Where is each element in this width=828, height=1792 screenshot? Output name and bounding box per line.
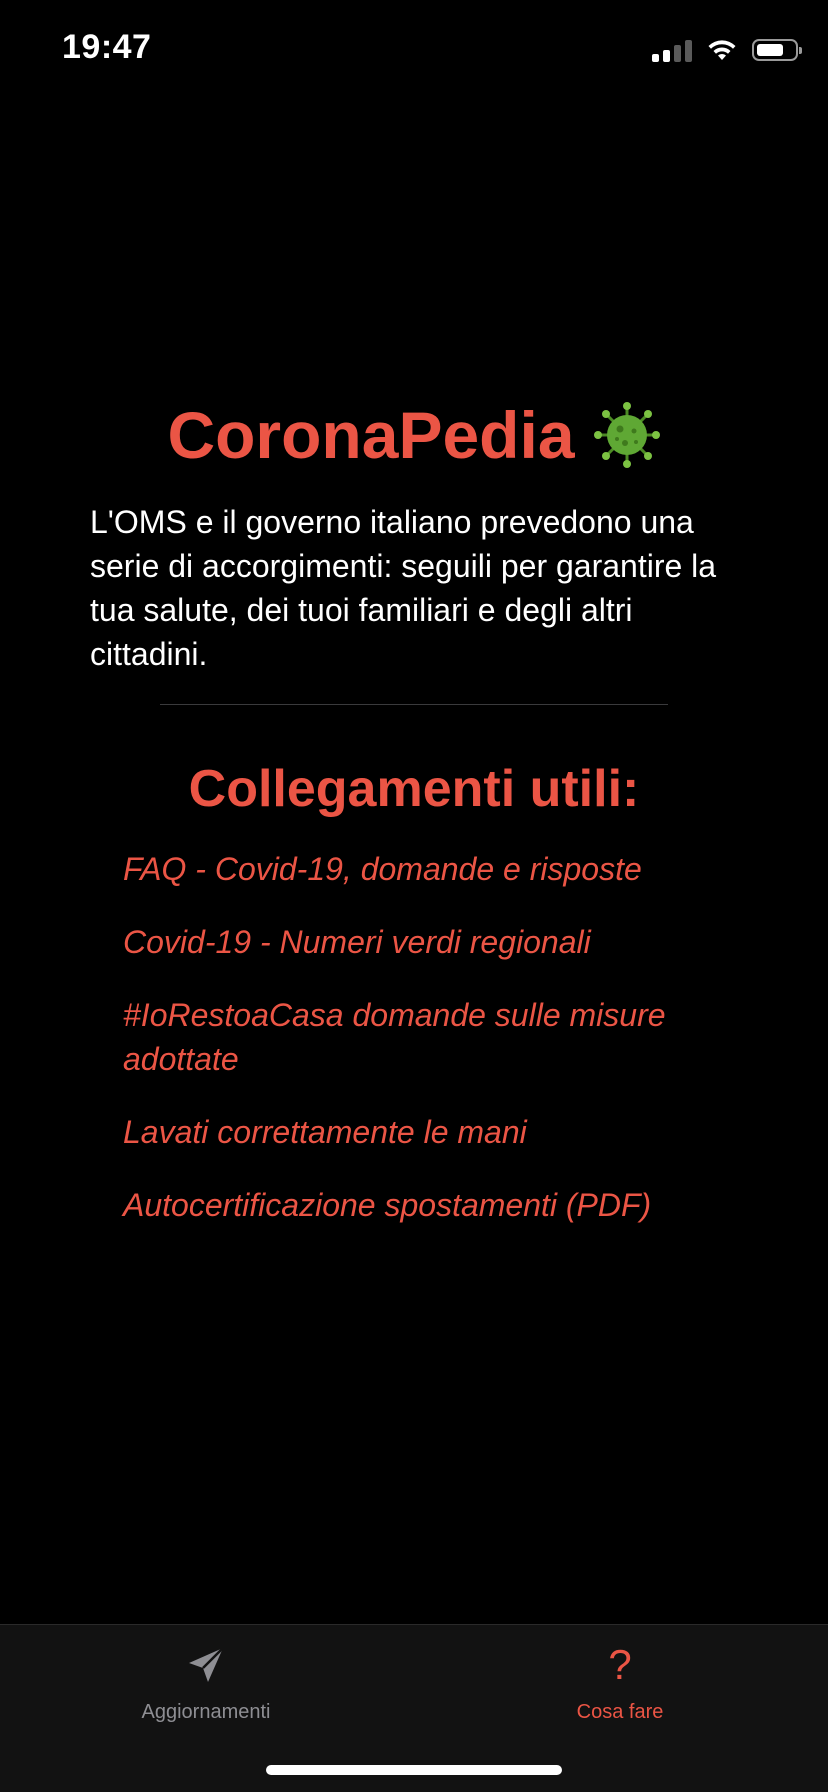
battery-icon xyxy=(752,39,798,61)
main-content xyxy=(0,390,828,1256)
tab-aggiornamenti[interactable] xyxy=(76,1643,336,1724)
question-mark-icon: ? xyxy=(608,1641,632,1688)
virus-icon xyxy=(593,401,661,469)
links-list xyxy=(0,847,828,1227)
app-title-text: CoronaPedia xyxy=(167,398,575,472)
paper-plane-icon xyxy=(186,1643,226,1687)
tab-label-aggiornamenti: Aggiornamenti xyxy=(141,1701,271,1723)
link-faq-covid[interactable]: FAQ - Covid-19, domande e risposte xyxy=(123,851,642,887)
link-wash-hands[interactable]: Lavati correttamente le mani xyxy=(123,1114,527,1150)
link-iorestoacasa[interactable]: #IoRestoaCasa domande sulle misure adottate xyxy=(123,997,666,1077)
section-divider xyxy=(160,704,668,705)
tab-bar xyxy=(0,1624,828,1792)
home-indicator[interactable] xyxy=(266,1765,562,1775)
wifi-icon xyxy=(706,38,738,62)
status-time: 19:47 xyxy=(62,28,152,66)
app-title xyxy=(0,390,828,480)
links-heading: Collegamenti utili: xyxy=(188,760,640,818)
link-autocertificazione[interactable]: Autocertificazione spostamenti (PDF) xyxy=(123,1187,652,1223)
link-regional-numbers[interactable]: Covid-19 - Numeri verdi regionali xyxy=(123,924,591,960)
intro-text: L'OMS e il governo italiano prevedono una serie di accorgimenti: seguili per garantire la tua salute, dei tuoi familiari e degli altri cittadini. xyxy=(90,504,717,672)
tab-label-cosa-fare: Cosa fare xyxy=(576,1701,664,1723)
status-icons xyxy=(652,36,798,64)
tab-cosa-fare[interactable] xyxy=(490,1643,750,1724)
cellular-signal-icon xyxy=(652,38,692,62)
status-bar xyxy=(0,0,828,100)
